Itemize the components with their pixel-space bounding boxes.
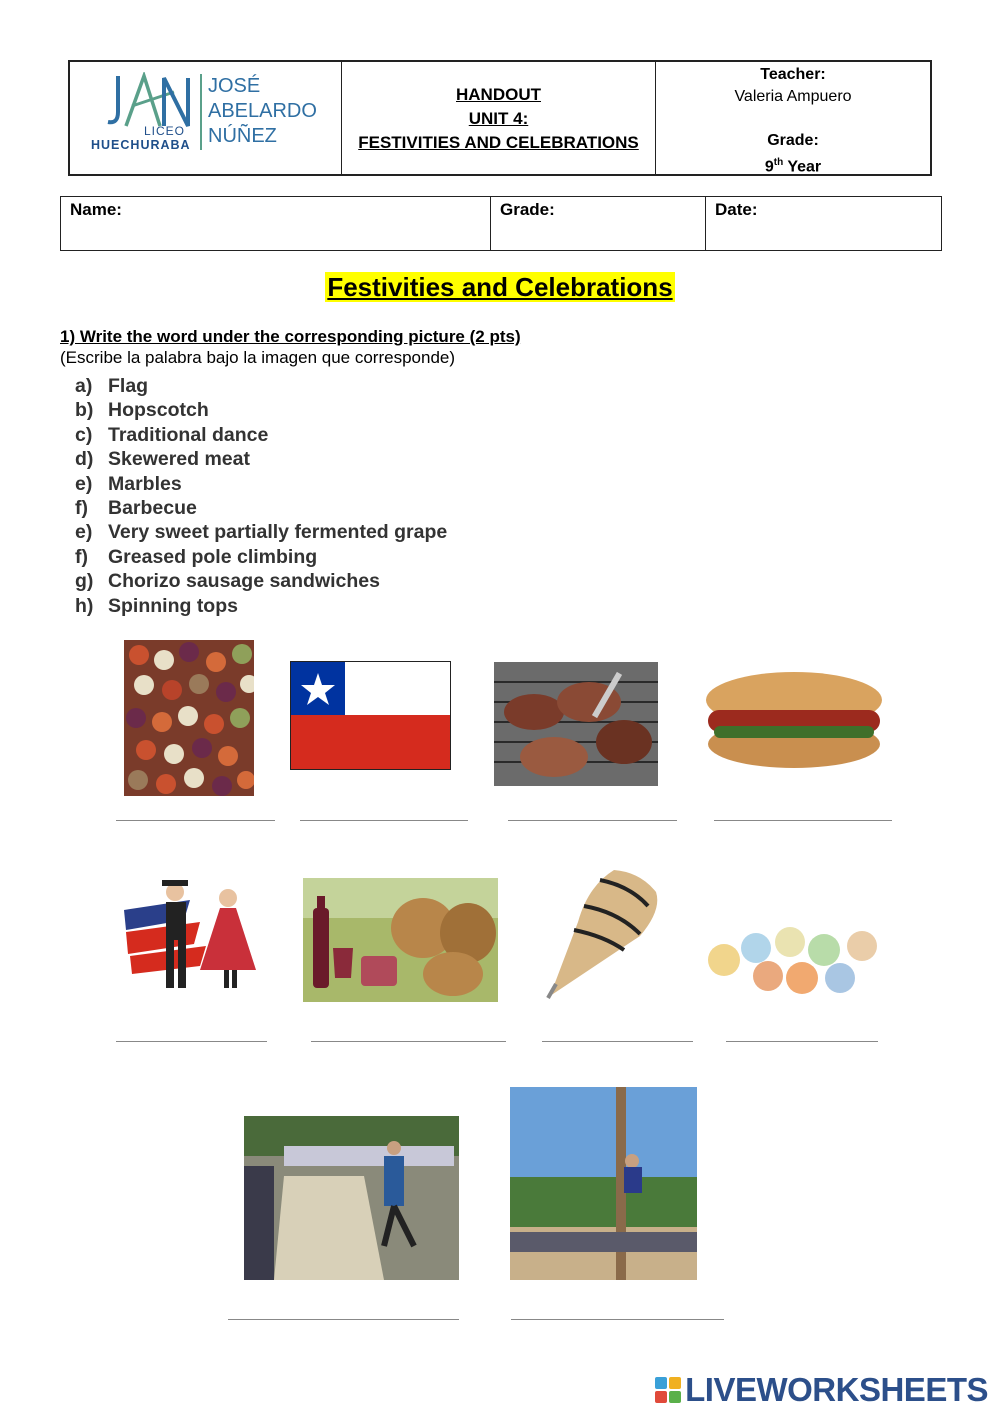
rayuela-game-icon	[244, 1116, 459, 1280]
list-item: b) Hopscotch	[75, 399, 209, 422]
grade-field[interactable]	[491, 197, 706, 250]
answer-line[interactable]	[714, 820, 892, 821]
list-item: e) Marbles	[75, 472, 182, 495]
date-field[interactable]	[706, 197, 941, 250]
student-info-table	[60, 196, 942, 251]
school-logo	[70, 62, 342, 174]
teacher-info	[656, 62, 930, 174]
logo-divider	[200, 74, 202, 150]
list-item: a) Flag	[75, 375, 149, 397]
logo-name-line-2: ABELARDO	[208, 100, 317, 122]
choripan-icon	[704, 670, 884, 770]
list-item: h) Spinning tops	[75, 594, 238, 617]
liveworksheets-logo	[655, 1371, 988, 1409]
logo-school-name	[208, 74, 317, 149]
cueca-dance-icon	[120, 870, 266, 1000]
unit-label: UNIT 4:	[468, 109, 529, 128]
answer-line[interactable]	[116, 1041, 267, 1042]
header-table	[68, 60, 932, 176]
list-item: e) Very sweet partially fermented grape	[75, 521, 448, 544]
logo-location-text: HUECHURABA	[91, 138, 191, 152]
school-logo-mark-icon	[104, 72, 194, 130]
list-item: c) Traditional dance	[75, 423, 269, 446]
grade-field-label: Grade:	[500, 200, 555, 219]
list-item: f) Barbecue	[75, 497, 197, 520]
marbles-icon	[704, 920, 884, 998]
logo-name-line-3: NÚÑEZ	[208, 125, 277, 147]
answer-line[interactable]	[508, 820, 677, 821]
page-title: Festivities and Celebrations	[327, 272, 673, 302]
word-list	[75, 374, 447, 618]
unit-topic: FESTIVITIES AND CELEBRATIONS	[358, 133, 639, 152]
chile-flag-icon	[290, 661, 451, 770]
list-item: d) Skewered meat	[75, 448, 250, 471]
instruction	[60, 326, 521, 368]
answer-line[interactable]	[511, 1319, 724, 1320]
answer-line[interactable]	[726, 1041, 878, 1042]
list-item: g) Chorizo sausage sandwiches	[75, 570, 381, 593]
name-field[interactable]	[61, 197, 491, 250]
instruction-translation: (Escribe la palabra bajo la imagen que corresponde)	[60, 348, 456, 367]
wine-barrels-icon	[303, 878, 498, 1002]
list-item: f) Greased pole climbing	[75, 545, 318, 568]
greased-pole-icon	[510, 1087, 697, 1280]
answer-line[interactable]	[300, 820, 468, 821]
grade-value: 9th Year	[764, 157, 822, 176]
grade-label: Grade:	[767, 132, 819, 149]
teacher-label: Teacher:	[760, 66, 826, 83]
barbecue-icon	[494, 662, 658, 786]
spinning-top-icon	[544, 866, 666, 1002]
liveworksheets-logo-icon	[655, 1377, 681, 1403]
logo-liceo-text: LICEO	[144, 124, 186, 138]
date-label: Date:	[715, 200, 758, 219]
instruction-question: 1) Write the word under the corresponding picture (2 pts)	[60, 327, 521, 346]
handout-title	[342, 62, 656, 174]
logo-name-line-1: JOSÉ	[208, 75, 261, 97]
name-label: Name:	[70, 200, 122, 219]
liveworksheets-brand-text: LIVEWORKSHEETS	[685, 1371, 988, 1408]
answer-line[interactable]	[311, 1041, 506, 1042]
answer-line[interactable]	[116, 820, 275, 821]
teacher-name: Valeria Ampuero	[734, 88, 852, 105]
answer-line[interactable]	[542, 1041, 693, 1042]
handout-label: HANDOUT	[456, 85, 541, 104]
answer-line[interactable]	[228, 1319, 459, 1320]
skewered-meat-icon	[124, 640, 254, 796]
